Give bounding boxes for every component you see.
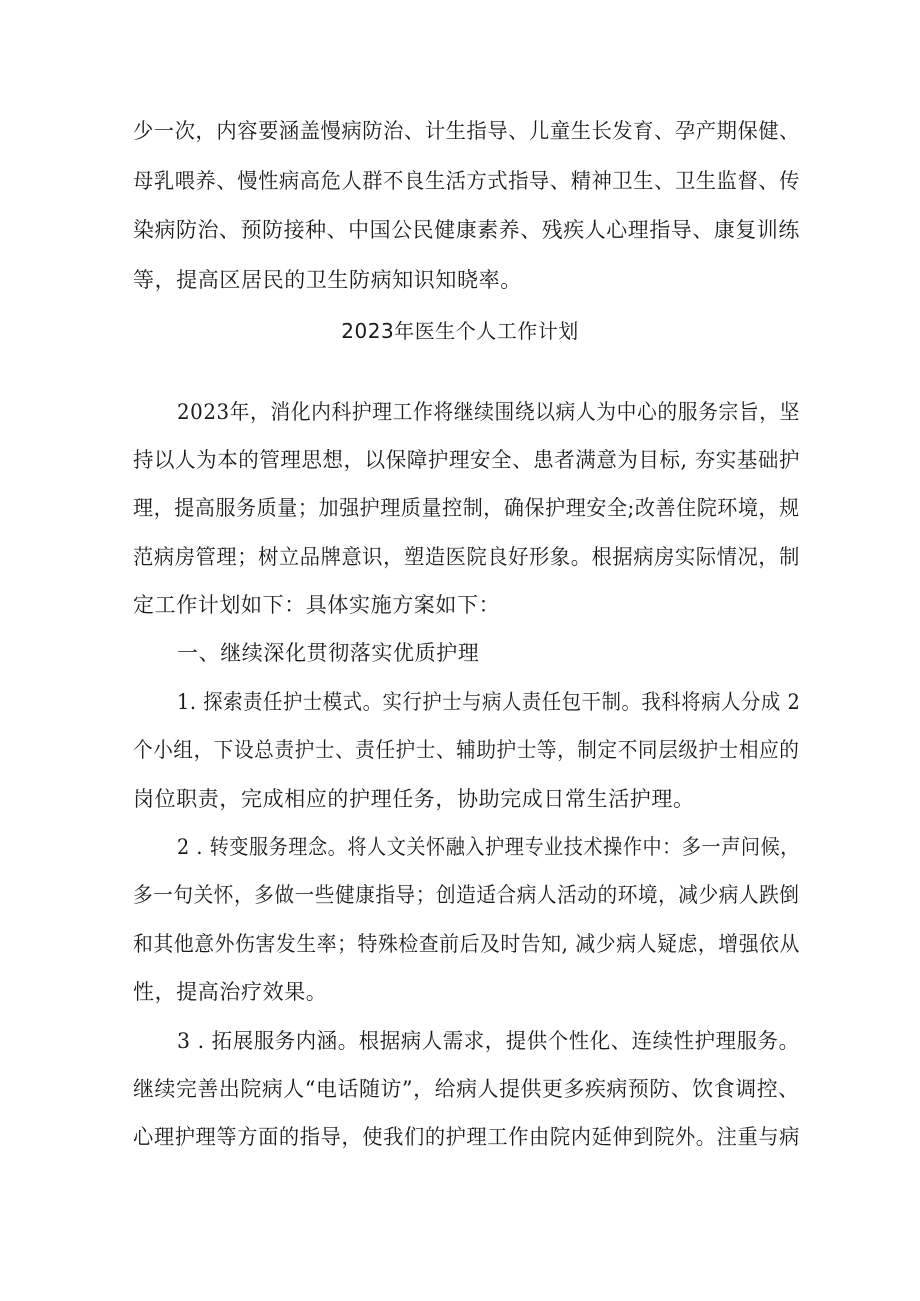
document-title: 2023年医生个人工作计划 — [341, 319, 579, 343]
paragraph-line: 少一次，内容要涵盖慢病防治、计生指导、儿童生长发育、孕产期保健、 — [133, 119, 801, 143]
paragraph-line: 多一句关怀，多做一些健康指导；创造适合病人活动的环境，减少病人跌倒 — [133, 883, 800, 907]
paragraph-line: 和其他意外伤害发生率；特殊检查前后及时告知, 减少病人疑虑，增强依从 — [133, 932, 800, 956]
paragraph-line: 性，提高治疗效果。 — [133, 980, 328, 1004]
paragraph-line: 染病防治、预防接种、中国公民健康素养、残疾人心理指导、康复训练 — [133, 218, 800, 242]
paragraph-line: 持以人为本的管理思想，以保障护理安全、患者满意为目标, 夯实基础护 — [133, 448, 801, 472]
paragraph-line: 3 . 拓展服务内涵。根据病人需求，提供个性化、连续性护理服务。 — [177, 1029, 800, 1053]
paragraph-line: 定工作计划如下：具体实施方案如下： — [133, 593, 501, 617]
paragraph-line: 2023年，消化内科护理工作将继续围绕以病人为中心的服务宗旨，坚 — [177, 400, 800, 424]
paragraph-line: 2 . 转变服务理念。将人文关怀融入护理专业技术操作中：多一声问候， — [177, 835, 800, 859]
paragraph-line: 1. 探索责任护士模式。实行护士与病人责任包干制。我科将病人分成 2 — [177, 690, 801, 714]
paragraph-line: 范病房管理；树立品牌意识，塑造医院良好形象。根据病房实际情况，制 — [133, 545, 801, 569]
paragraph-line: 心理护理等方面的指导，使我们的护理工作由院内延伸到院外。注重与病 — [133, 1125, 801, 1149]
paragraph-line: 岗位职责，完成相应的护理任务，协助完成日常生活护理。 — [133, 787, 695, 811]
paragraph-line: 个小组，下设总责护士、责任护士、辅助护士等，制定不同层级护士相应的 — [133, 738, 800, 762]
paragraph-line: 继续完善出院病人“电话随访”，给病人提供更多疾病预防、饮食调控、 — [133, 1077, 800, 1101]
paragraph-line: 母乳喂养、慢性病高危人群不良生活方式指导、精神卫生、卫生监督、传 — [133, 169, 801, 193]
section-heading: 一、继续深化贯彻落实优质护理 — [177, 641, 480, 665]
paragraph-line: 理，提高服务质量；加强护理质量控制，确保护理安全;改善住院环境，规 — [133, 496, 800, 520]
paragraph-line: 等，提高区居民的卫生防病知识知晓率。 — [133, 268, 522, 292]
